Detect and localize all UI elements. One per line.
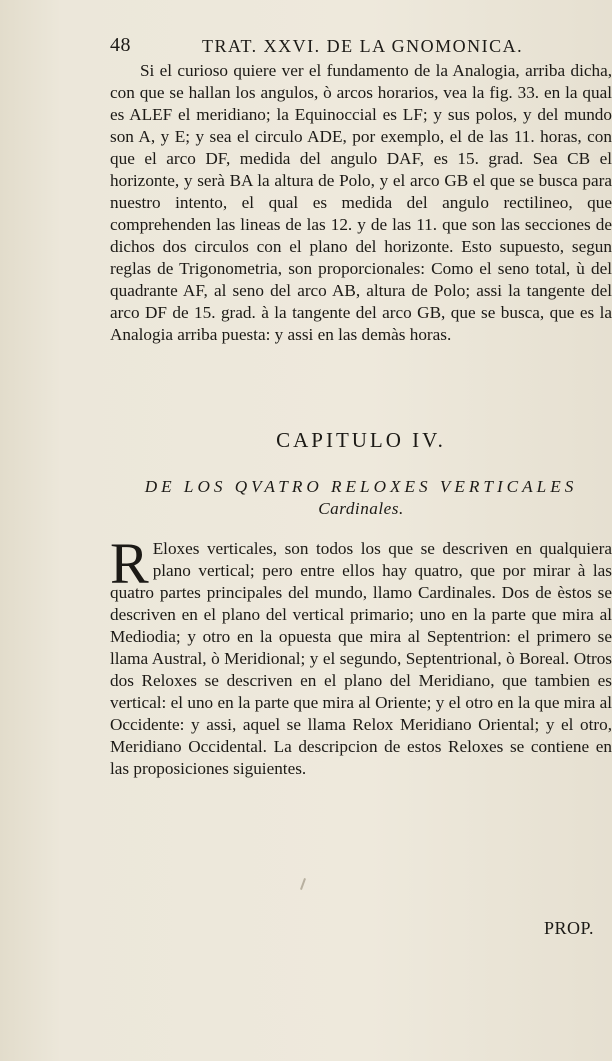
chapter-subtitle-line-2: Cardinales.	[318, 499, 404, 518]
paragraph-reloxes-text: Eloxes verticales, son todos los que se descriven en qualquiera plano vertical; pero entre ellos hay quatro, que por mirar à las quatro partes principales del mundo, llamo Cardinales. Dos de èstos se descriven en el plano del vertical primario; uno en la parte que mira al Mediodia; y otro en la opuesta que mira al Septentrion: el primero se llama Austral, ò Meridional; y el segundo, Septentrional, ò Boreal. Otros dos Reloxes se descriven en el plano del Meridiano, que tambien es vertical: el uno en la parte que mira al Oriente; y el otro en la que mira al Occidente: y assi, aquel se llama Relox Meridiano Oriental; y el otro, Meridiano Occidental. La descripcion de estos Reloxes se contiene en las proposiciones siguientes.	[110, 539, 612, 778]
running-head: TRAT. XXVI. DE LA GNOMONICA.	[202, 36, 524, 56]
paragraph-fundamento: Si el curioso quiere ver el fundamento de la Analogia, arriba dicha, con que se hallan los angulos, ò arcos horarios, vea la fig. 33. en la qual es ALEF el meridiano; la Equinoccial es LF; y sus polos, y del mundo son A, y E; y sea el circulo ADE, por exemplo, el de las 11. horas, con que el arco DF, medida del angulo DAF, es 15. grad. Sea CB el horizonte, y serà BA la altura de Polo, y el arco GB el que se busca para nuestro intento, el qual es medida del angulo rectilineo, que comprehenden las lineas de las 12. y de las 11. que son las secciones de dichos dos circulos con el plano del horizonte. Esto supuesto, segun reglas de Trigonometria, son proporcionales: Como el seno total, ù del quadrante AF, al seno del arco AB, altura de Polo; assi la tangente del arco DF de 15. grad. à la tangente del arco GB, que se busca, que es la Analogia arriba puesta: y assi en las demàs horas.	[110, 61, 612, 344]
catchword: PROP.	[543, 918, 594, 938]
chapter-subtitle	[110, 476, 612, 520]
chapter-title: CAPITULO IV.	[276, 428, 446, 452]
page-number: 48	[110, 34, 131, 56]
paragraph-reloxes-verticales	[110, 538, 612, 780]
chapter-subtitle-line-1: DE LOS QVATRO RELOXES VERTICALES	[144, 477, 578, 496]
drop-cap: R	[110, 538, 149, 596]
ink-smudge	[300, 878, 306, 890]
page-header	[110, 34, 608, 60]
